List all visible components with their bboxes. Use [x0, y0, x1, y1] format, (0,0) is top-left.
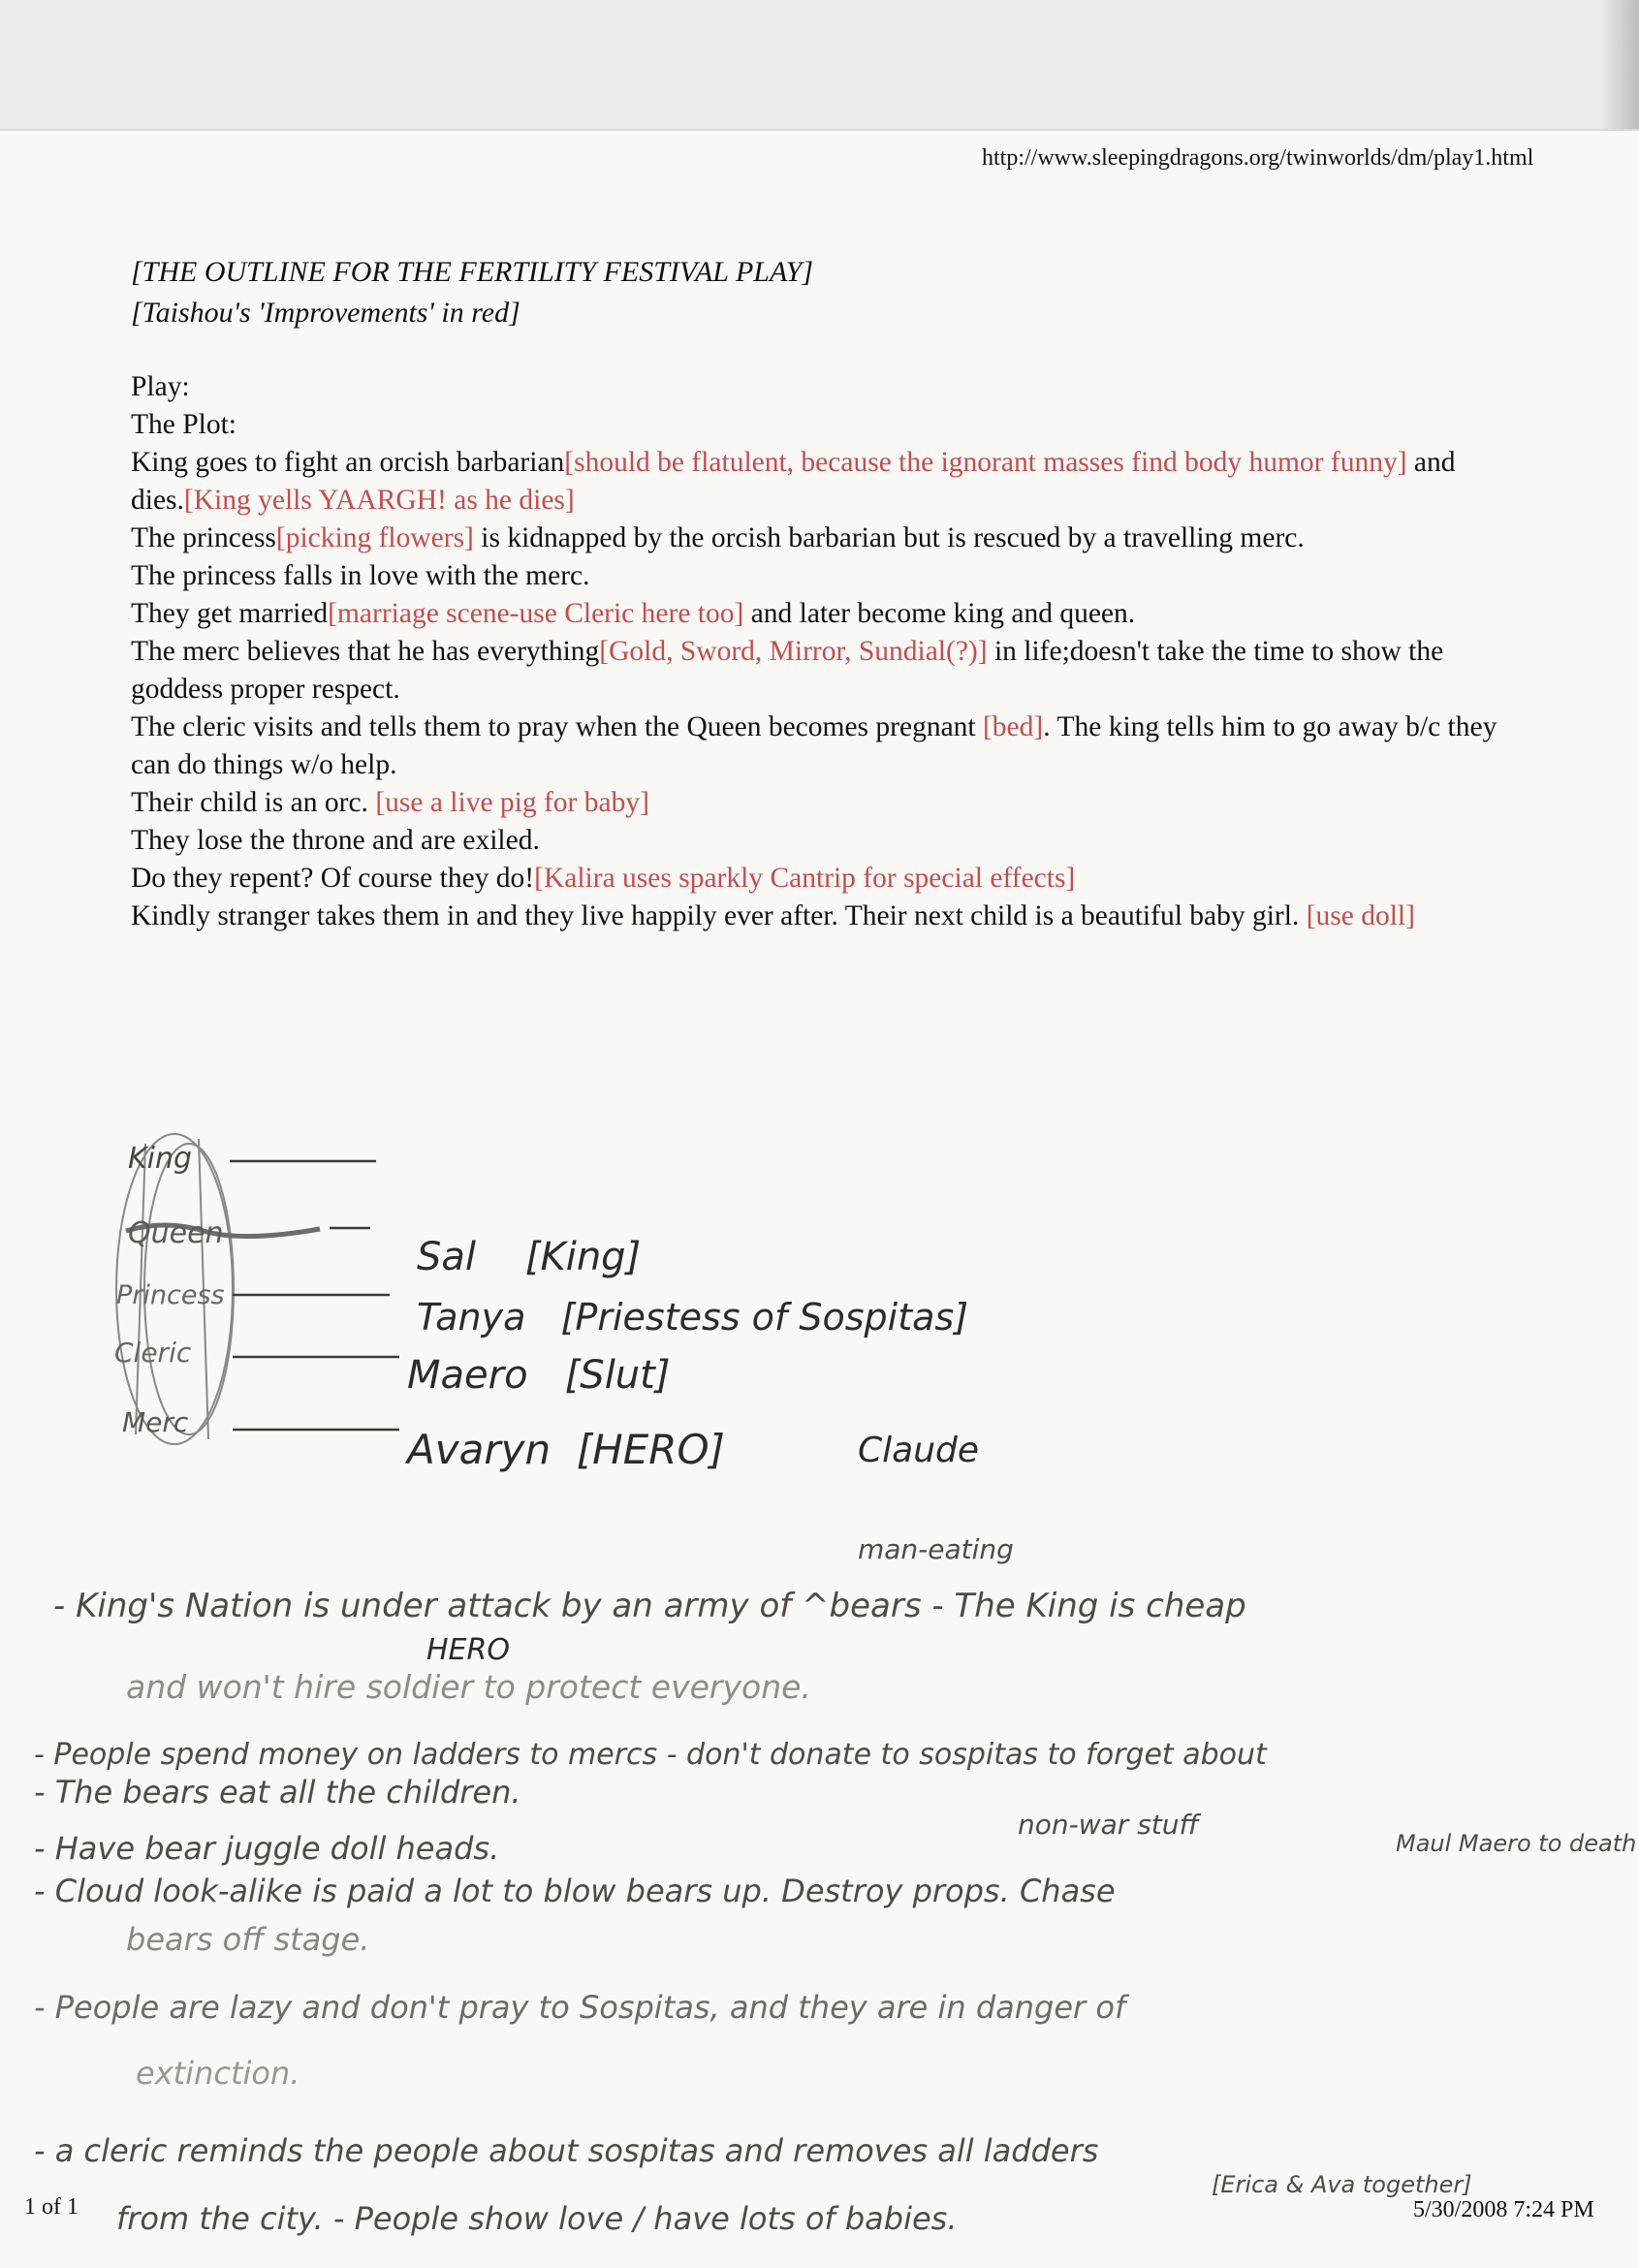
page-url: http://www.sleepingdragons.org/twinworlds/dm/play1.html — [982, 145, 1534, 171]
note-insert: HERO — [426, 1633, 510, 1667]
plot-line: They get married[marriage scene-use Cleric here too] and later become king and queen. — [131, 598, 1136, 629]
role-merc: Merc — [122, 1406, 189, 1438]
story-notes — [34, 1533, 1636, 2237]
print-timestamp: 5/30/2008 7:24 PM — [1413, 2197, 1594, 2222]
note-insert: Maul Maero to death — [1396, 1830, 1637, 1857]
role-queen: Queen — [128, 1216, 224, 1250]
plot-label: The Plot: — [131, 409, 236, 440]
note-line: from the city. - People show love / have lots of babies. — [116, 2200, 958, 2237]
plot-line: The princess[picking flowers] is kidnapped by the orcish barbarian but is rescued by a travelling merc. — [131, 522, 1305, 553]
document-title: [THE OUTLINE FOR THE FERTILITY FESTIVAL PLAY] — [131, 256, 813, 288]
plot-line: The princess falls in love with the merc. — [131, 560, 590, 591]
cast-avaryn: Avaryn [HERO] — [407, 1426, 725, 1473]
plot-line: King goes to fight an orcish barbarian[should be flatulent, because the ignorant masses find body humor funny] and dies.[King yells YAARGH! as he dies] — [131, 447, 1456, 516]
role-king: King — [128, 1142, 193, 1176]
note-line: bears off stage. — [126, 1921, 370, 1958]
plot-line: The merc believes that he has everything[Gold, Sword, Mirror, Sundial(?)] in life;doesn't take the time to show the goddess proper respect. — [131, 636, 1444, 705]
page-count: 1 of 1 — [24, 2194, 79, 2220]
cast-sal: Sal [King] — [417, 1235, 642, 1279]
note-line: and won't hire soldier to protect everyone. — [126, 1668, 811, 1706]
plot-line: Kindly stranger takes them in and they live happily ever after. Their next child is a beautiful baby girl. [use doll] — [131, 900, 1415, 931]
note-line: extinction. — [136, 2055, 300, 2092]
cast-list — [404, 1235, 979, 1473]
note-line: - Have bear juggle doll heads. — [34, 1830, 500, 1867]
note-line: - a cleric reminds the people about sospitas and removes all ladders — [34, 2132, 1099, 2169]
role-lines — [230, 1161, 399, 1430]
document-subtitle: [Taishou's 'Improvements' in red] — [131, 297, 520, 329]
note-line: - Cloud look-alike is paid a lot to blow bears up. Destroy props. Chase — [34, 1873, 1116, 1909]
note-insert: [Erica & Ava together] — [1212, 2171, 1472, 2198]
note-insert: man-eating — [858, 1533, 1014, 1565]
note-insert: non-war stuff — [1018, 1809, 1199, 1841]
note-line: - King's Nation is under attack by an army of ^bears - The King is cheap — [53, 1587, 1246, 1625]
plot-line: Do they repent? Of course they do![Kalira uses sparkly Cantrip for special effects] — [131, 863, 1076, 894]
note-line: - The bears eat all the children. — [34, 1774, 521, 1811]
role-princess: Princess — [116, 1280, 225, 1310]
note-line: - People spend money on ladders to mercs - don't donate to sospitas to forget about — [34, 1738, 1267, 1772]
cast-maero: Maero [Slut] — [407, 1353, 671, 1398]
cast-claude: Claude — [858, 1431, 980, 1470]
role-cleric: Cleric — [114, 1337, 192, 1369]
plot-line: They lose the throne and are exiled. — [131, 825, 540, 856]
plot-line: The cleric visits and tells them to pray when the Queen becomes pregnant [bed]. The king tells him to go away b/c they can do things w/o help. — [131, 711, 1497, 780]
play-label: Play: — [131, 371, 190, 402]
note-line: - People are lazy and don't pray to Sospitas, and they are in danger of — [34, 1989, 1126, 2026]
cast-tanya: Tanya [Priestess of Sospitas] — [417, 1296, 969, 1339]
plot-line: Their child is an orc. [use a live pig for baby] — [131, 787, 649, 818]
